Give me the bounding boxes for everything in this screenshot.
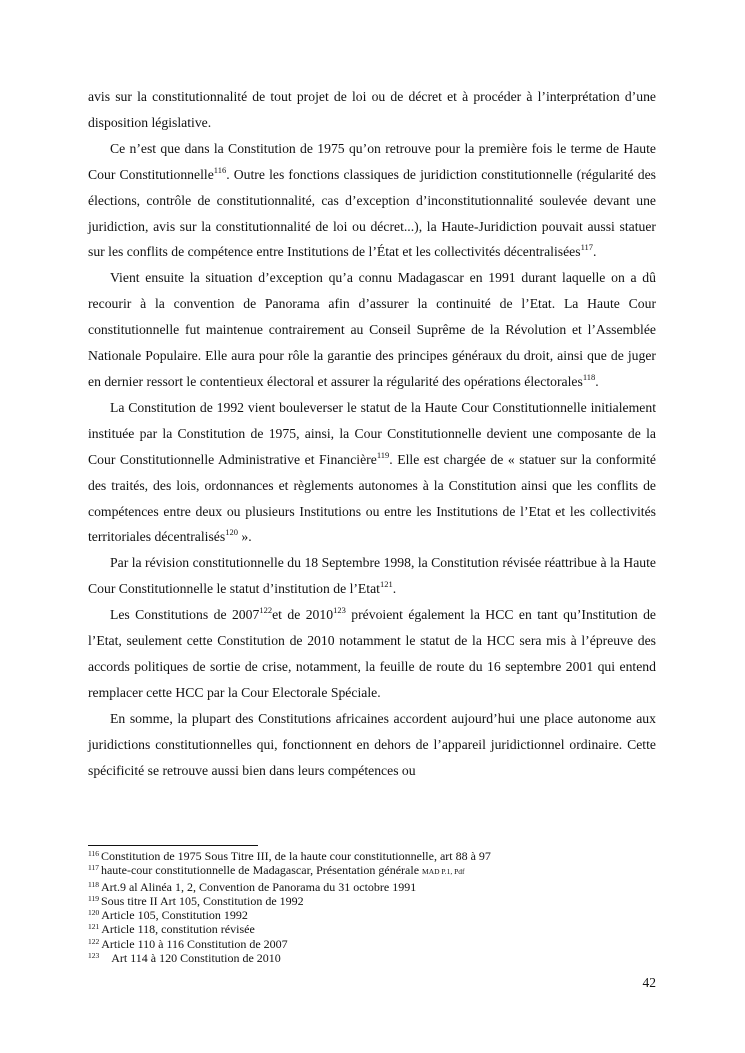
footnote-number: 117: [88, 863, 99, 873]
paragraph-text: et de 2010: [272, 607, 334, 623]
footnotes: [88, 849, 656, 965]
footnote-ref: 119: [376, 449, 390, 460]
paragraph: [88, 602, 656, 706]
paragraph-text: avis sur la constitutionnalité de tout projet de loi ou de décret et à procéder à l’interprétation d’une disposition législative.: [88, 89, 656, 130]
footnote: [88, 951, 656, 965]
footnote-ref: 121: [379, 579, 393, 590]
footnote: [88, 849, 656, 863]
paragraph-text: Les Constitutions de 2007: [110, 607, 260, 623]
paragraph-text: La Constitution de 1992 vient bouleverser le statut de la Haute Cour Constitutionnelle initialement instituée par la Constitution de 1975, ainsi, la Cour Constitutionnelle devient une composante de la Cour Constitutionnelle Administrative et Financière: [88, 399, 656, 467]
footnote-text: haute-cour constitutionnelle de Madagascar, Présentation générale: [100, 863, 420, 878]
footnote-text: Sous titre II Art 105, Constitution de 1992: [100, 893, 304, 908]
paragraph-text: prévoient également la HCC en tant qu’Institution de l’Etat, seulement cette Constitution de 2010 notamment le statut de la HCC sera mis à l’épreuve des accords politiques de sortie de crise, notamment, la feuille de route du 16 septembre 2001 qui entend remplacer cette HCC par la Cour Electorale Spéciale.: [88, 607, 656, 700]
paragraph-text: . Elle est chargée de « statuer sur la conformité des traités, des lois, ordonnances et règlements autonomes à la Constitution ainsi que les conflits de compétences entre deux ou plusieurs Institutions ou entre les Institutions de l’Etat et les collectivités territoriales décentralisés: [88, 451, 656, 545]
footnote: [88, 894, 656, 908]
footnote-ref: 120: [225, 527, 238, 538]
footnote: [88, 880, 656, 894]
footnote-number: 121: [88, 922, 100, 932]
paragraph-text: .: [392, 581, 397, 597]
footnote-ref: 117: [580, 242, 594, 253]
footnote: [88, 908, 656, 922]
footnote-number: 120: [88, 908, 100, 918]
paragraph-text: En somme, la plupart des Constitutions africaines accordent aujourd’hui une place autonome aux juridictions constitutionnelles qui, fonctionnent en dehors de l’appareil juridictionnel ordinaire. Cette spécificité se retrouve aussi bien dans leurs compétences ou: [88, 710, 656, 778]
paragraph-text: Ce n’est que dans la Constitution de 1975 qu’on retrouve pour la première fois le terme de Haute Cour Constitutionnelle: [88, 140, 656, 182]
paragraph-text: Vient ensuite la situation d’exception qu’a connu Madagascar en 1991 durant laquelle on a dû recourir à la convention de Panorama afin d’assurer la continuité de l’Etat. La Haute Cour constitutionnelle fut maintenue contrairement au Conseil Suprême de la Révolution et l’Assemblée Nationale Populaire. Elle aura pour rôle la garantie des principes généraux du droit, ainsi que de juger en dernier ressort le contentieux électoral et assurer la régularité des opérations électorales: [88, 270, 656, 389]
paragraph: [88, 706, 656, 784]
footnote-number: 119: [88, 893, 99, 903]
paragraph-text: Par la révision constitutionnelle du 18 Septembre 1998, la Constitution révisée réattribue à la Haute Cour Constitutionnelle le statut d’institution de l’Etat: [88, 555, 656, 597]
body-text: [88, 84, 656, 783]
paragraph: [88, 136, 656, 266]
paragraph: [88, 395, 656, 550]
footnote-ref: 118: [582, 371, 596, 382]
paragraph-text: . Outre les fonctions classiques de juridiction constitutionnelle (régularité des élections, contrôle de constitutionnalité, cas d’exception d’inconstitutionnalité soulevée devant une juridiction, avis sur la constitutionnalité de loi ou décret...), la Haute-Juridiction pouvait aussi statuer sur les conflits de compétence entre Institutions de l’État et les collectivités décentralisées: [88, 166, 656, 260]
footnote-source: MAD P.1, Pdf: [422, 867, 465, 877]
paragraph: [88, 550, 656, 602]
paragraph-text: .: [593, 244, 597, 260]
paragraph: [88, 84, 656, 136]
footnote-text: Article 110 à 116 Constitution de 2007: [101, 936, 288, 951]
footnote: [88, 863, 656, 879]
footnote: [88, 937, 656, 951]
footnote-number: 116: [88, 849, 99, 858]
footnote-separator: [88, 845, 258, 846]
footnote-ref: 116: [213, 164, 227, 175]
footnote-text: Art 114 à 120 Constitution de 2010: [111, 951, 281, 966]
footnote-number: 123: [88, 951, 100, 961]
paragraph: [88, 265, 656, 395]
paragraph-text: .: [595, 373, 599, 389]
footnote-number: 118: [88, 879, 99, 889]
footnote-ref: 123: [333, 605, 346, 616]
footnote-text: Article 118, constitution révisée: [101, 922, 255, 937]
footnote-text: Art.9 al Alinéa 1, 2, Convention de Panorama du 31 octobre 1991: [100, 879, 417, 894]
footnote-text: Constitution de 1975 Sous Titre III, de la haute cour constitutionnelle, art 88 à 97: [100, 849, 491, 863]
footnote: [88, 922, 656, 936]
footnote-text: Article 105, Constitution 1992: [101, 908, 248, 923]
footnote-ref: 122: [259, 605, 273, 616]
footnote-number: 122: [88, 936, 100, 946]
paragraph-text: ».: [237, 529, 252, 545]
page-number: 42: [642, 975, 656, 990]
